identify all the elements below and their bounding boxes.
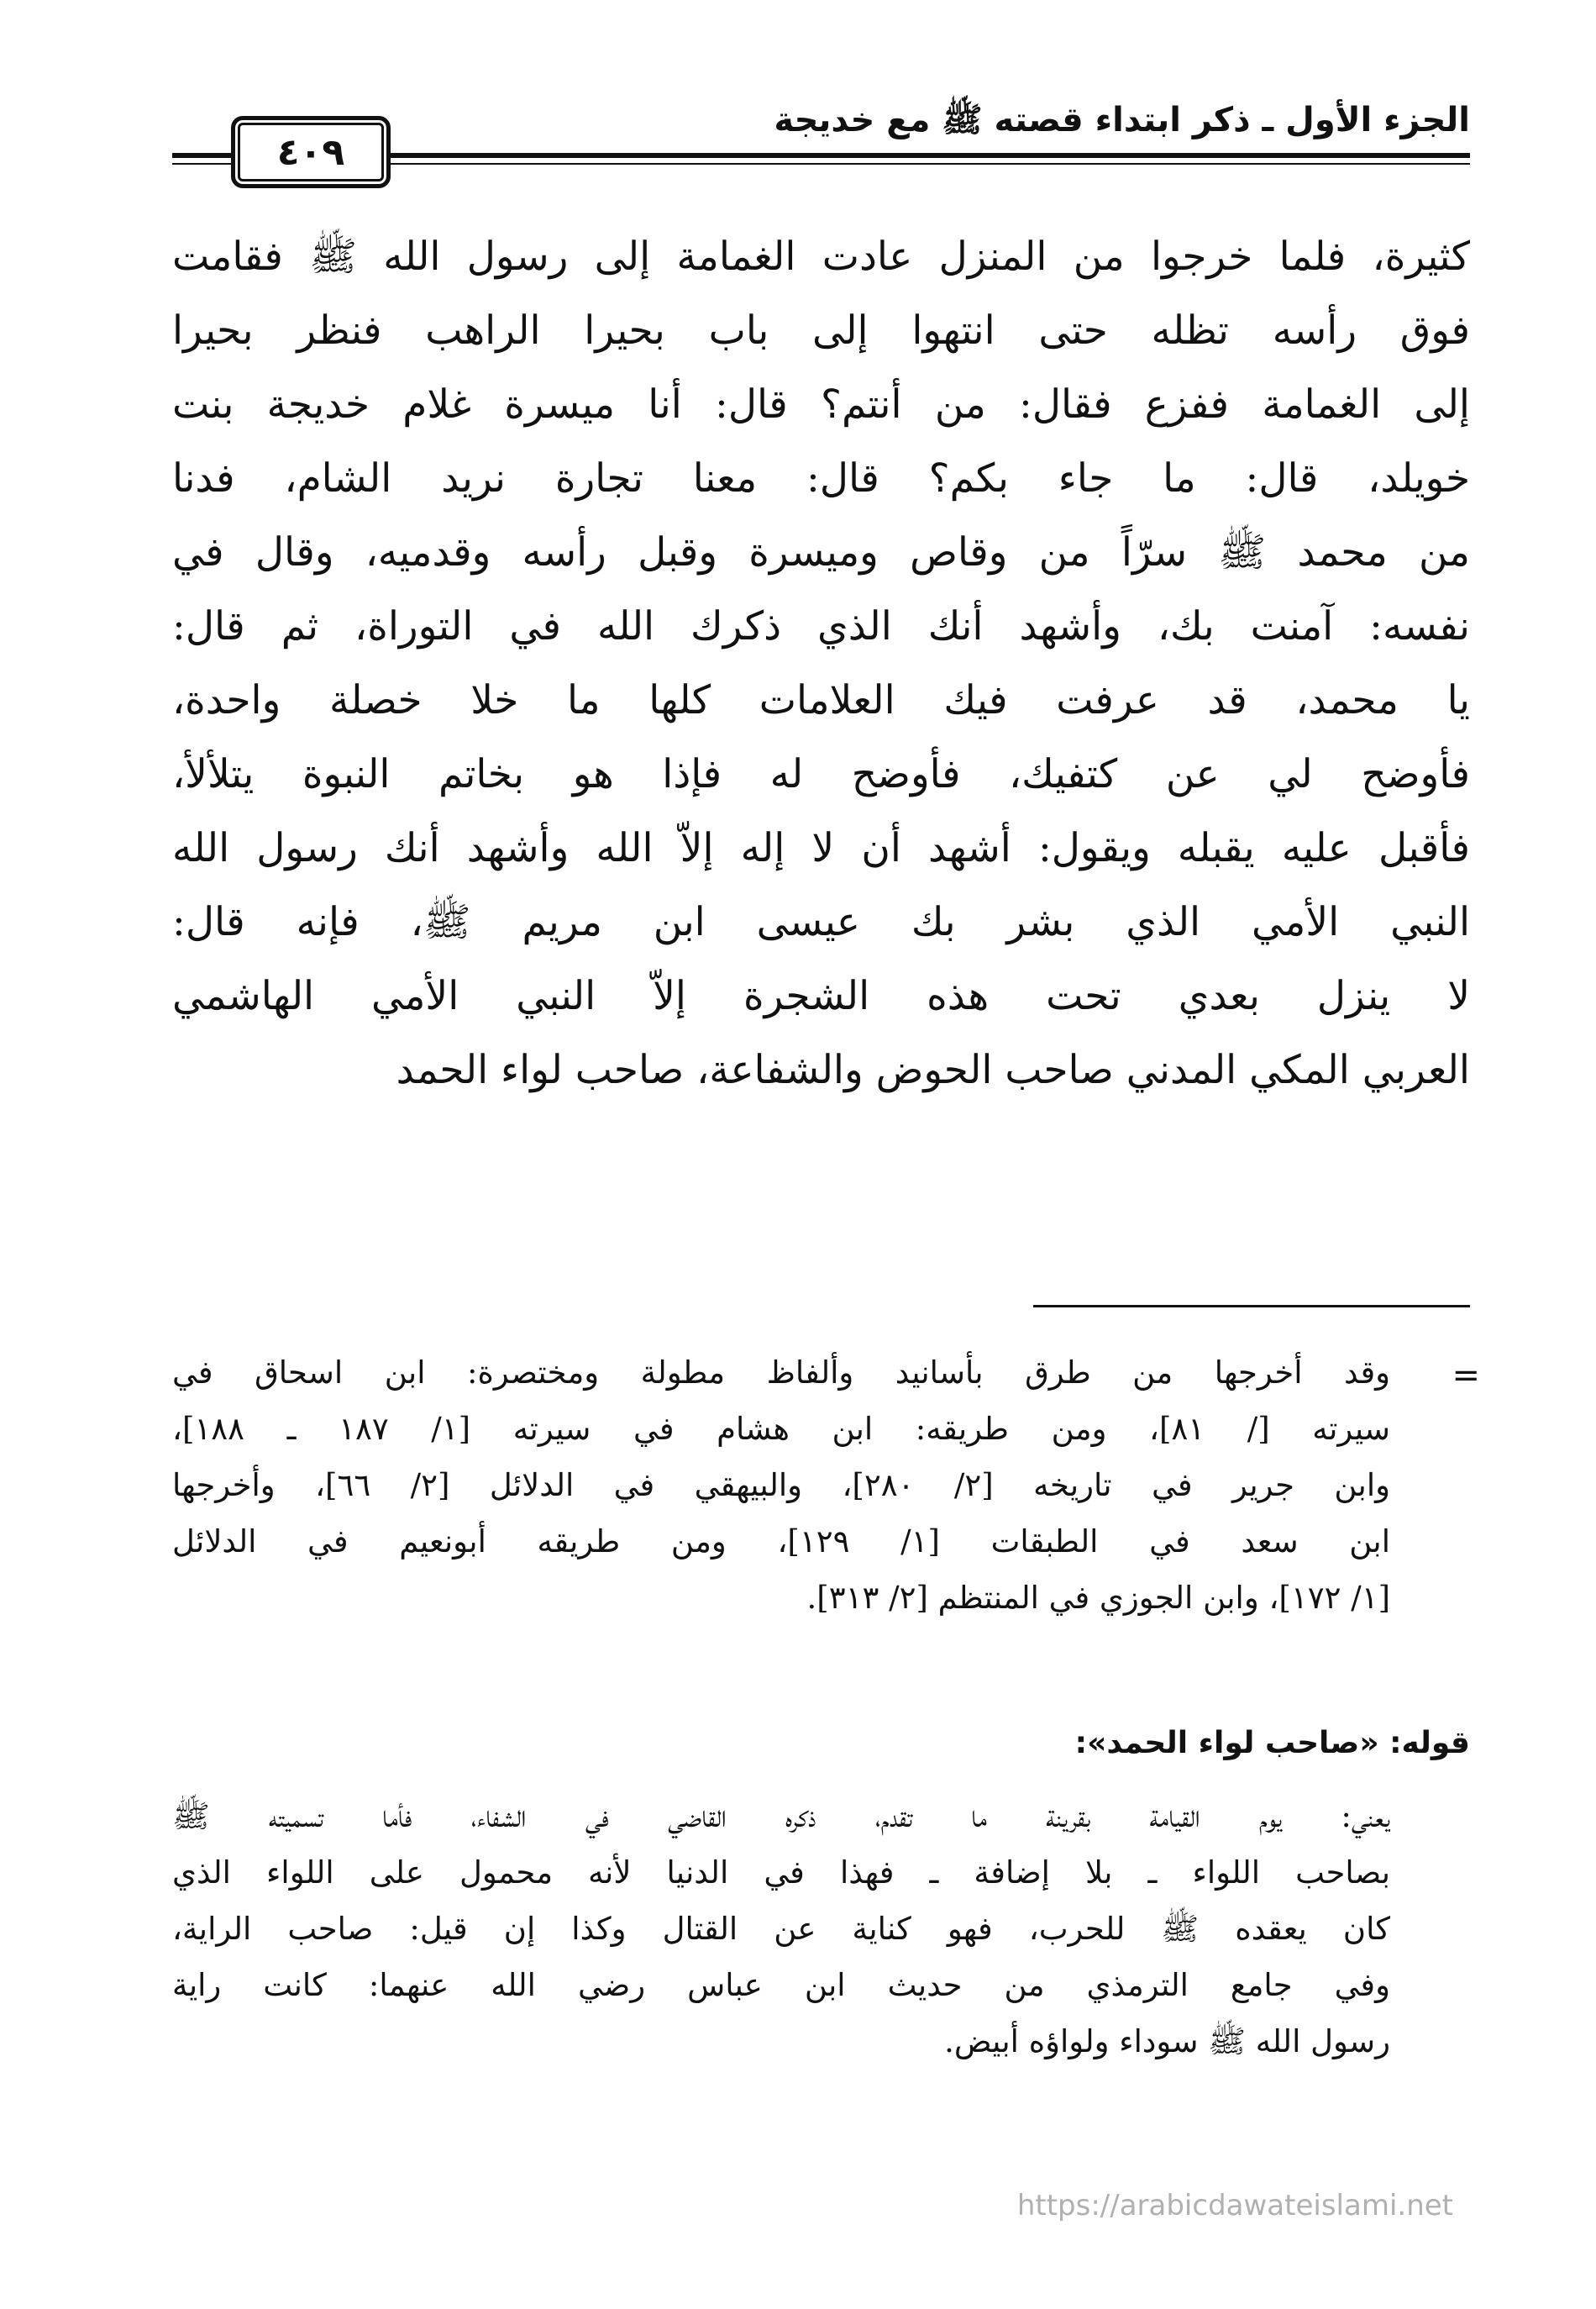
- main-line: فأوضح لي عن كتفيك، فأوضح له فإذا هو بخاتم النبوة يتلألأ،: [172, 751, 1470, 797]
- main-line: من محمد ﷺ سرّاً من وقاص وميسرة وقبل رأسه وقدميه، وقال في: [172, 529, 1470, 576]
- main-line: إلى الغمامة ففزع فقال: من أنتم؟ قال: أنا ميسرة غلام خديجة بنت: [172, 381, 1470, 428]
- main-line: لا ينزل بعدي تحت هذه الشجرة إلاّ النبي الأمي الهاشمي: [172, 973, 1470, 1019]
- commentary-block: [172, 1788, 1470, 2070]
- main-line: يا محمد، قد عرفت فيك العلامات كلها ما خلا خصلة واحدة،: [172, 677, 1470, 723]
- main-line: فأقبل عليه يقبله ويقول: أشهد أن لا إله إلاّ الله وأشهد أنك رسول الله: [172, 825, 1470, 871]
- footnote-line: ابن سعد في الطبقات [١/ ١٢٩]، ومن طريقه أبونعيم في الدلائل: [172, 1523, 1390, 1559]
- main-line: النبي الأمي الذي بشر بك عيسى ابن مريم ﷺ، فإنه قال:: [172, 899, 1470, 945]
- footnote-line: سيرته [/ ٨١]، ومن طريقه: ابن هشام في سيرته [١/ ١٨٧ ـ ١٨٨]،: [172, 1411, 1390, 1447]
- running-title: الجزء الأول ـ ذكر ابتداء قصته ﷺ مع خديجة: [774, 101, 1470, 139]
- commentary-line: رسول الله ﷺ سوداء ولواؤه أبيض.: [944, 2023, 1390, 2059]
- footnote-line: وقد أخرجها من طرق بأسانيد وألفاظ مطولة ومختصرة: ابن اسحاق في: [172, 1354, 1390, 1391]
- page-header: [172, 92, 1470, 189]
- main-line: كثيرة، فلما خرجوا من المنزل عادت الغمامة إلى رسول الله ﷺ فقامت: [172, 234, 1470, 280]
- footnote-continuation-marker: =: [1452, 1356, 1480, 1395]
- commentary-heading: قوله: «صاحب لواء الحمد»:: [1074, 1726, 1470, 1760]
- footnote-line: وابن جرير في تاريخه [٢/ ٢٨٠]، والبيهقي في الدلائل [٢/ ٦٦]، وأخرجها: [172, 1467, 1390, 1503]
- page-number: ٤٠٩: [276, 130, 345, 174]
- watermark-url: https://arabicdawateislami.net: [1016, 2189, 1453, 2222]
- commentary-line: وفي جامع الترمذي من حديث ابن عباس رضي الله عنهما: كانت راية: [172, 1967, 1390, 2003]
- main-line: العربي المكي المدني صاحب الحوض والشفاعة، صاحب لواء الحمد: [396, 1047, 1470, 1093]
- commentary-line: يعني: يوم القيامة بقرينة ما تقدم، ذكره القاضي في الشفاء، فأما تسميته ﷺ: [172, 1798, 1390, 1834]
- commentary-line: بصاحب اللواء ـ بلا إضافة ـ فهذا في الدنيا لأنه محمول على اللواء الذي: [172, 1854, 1390, 1891]
- main-line: نفسه: آمنت بك، وأشهد أنك الذي ذكرك الله في التوراة، ثم قال:: [172, 603, 1470, 650]
- footnote-line: [١/ ١٧٢]، وابن الجوزي في المنتظم [٢/ ٣١٣].: [806, 1580, 1390, 1616]
- main-line: خويلد، قال: ما جاء بكم؟ قال: معنا تجارة نريد الشام، فدنا: [172, 455, 1470, 502]
- main-line: فوق رأسه تظله حتى انتهوا إلى باب بحيرا الراهب فنظر بحيرا: [172, 308, 1470, 354]
- footnote-divider: [1033, 1305, 1470, 1307]
- commentary-line: كان يعقده ﷺ للحرب، فهو كناية عن القتال وكذا إن قيل: صاحب الراية،: [172, 1911, 1390, 1947]
- footnote-block: [172, 1344, 1480, 1626]
- main-text: [172, 220, 1470, 1107]
- page-number-frame: [231, 116, 391, 188]
